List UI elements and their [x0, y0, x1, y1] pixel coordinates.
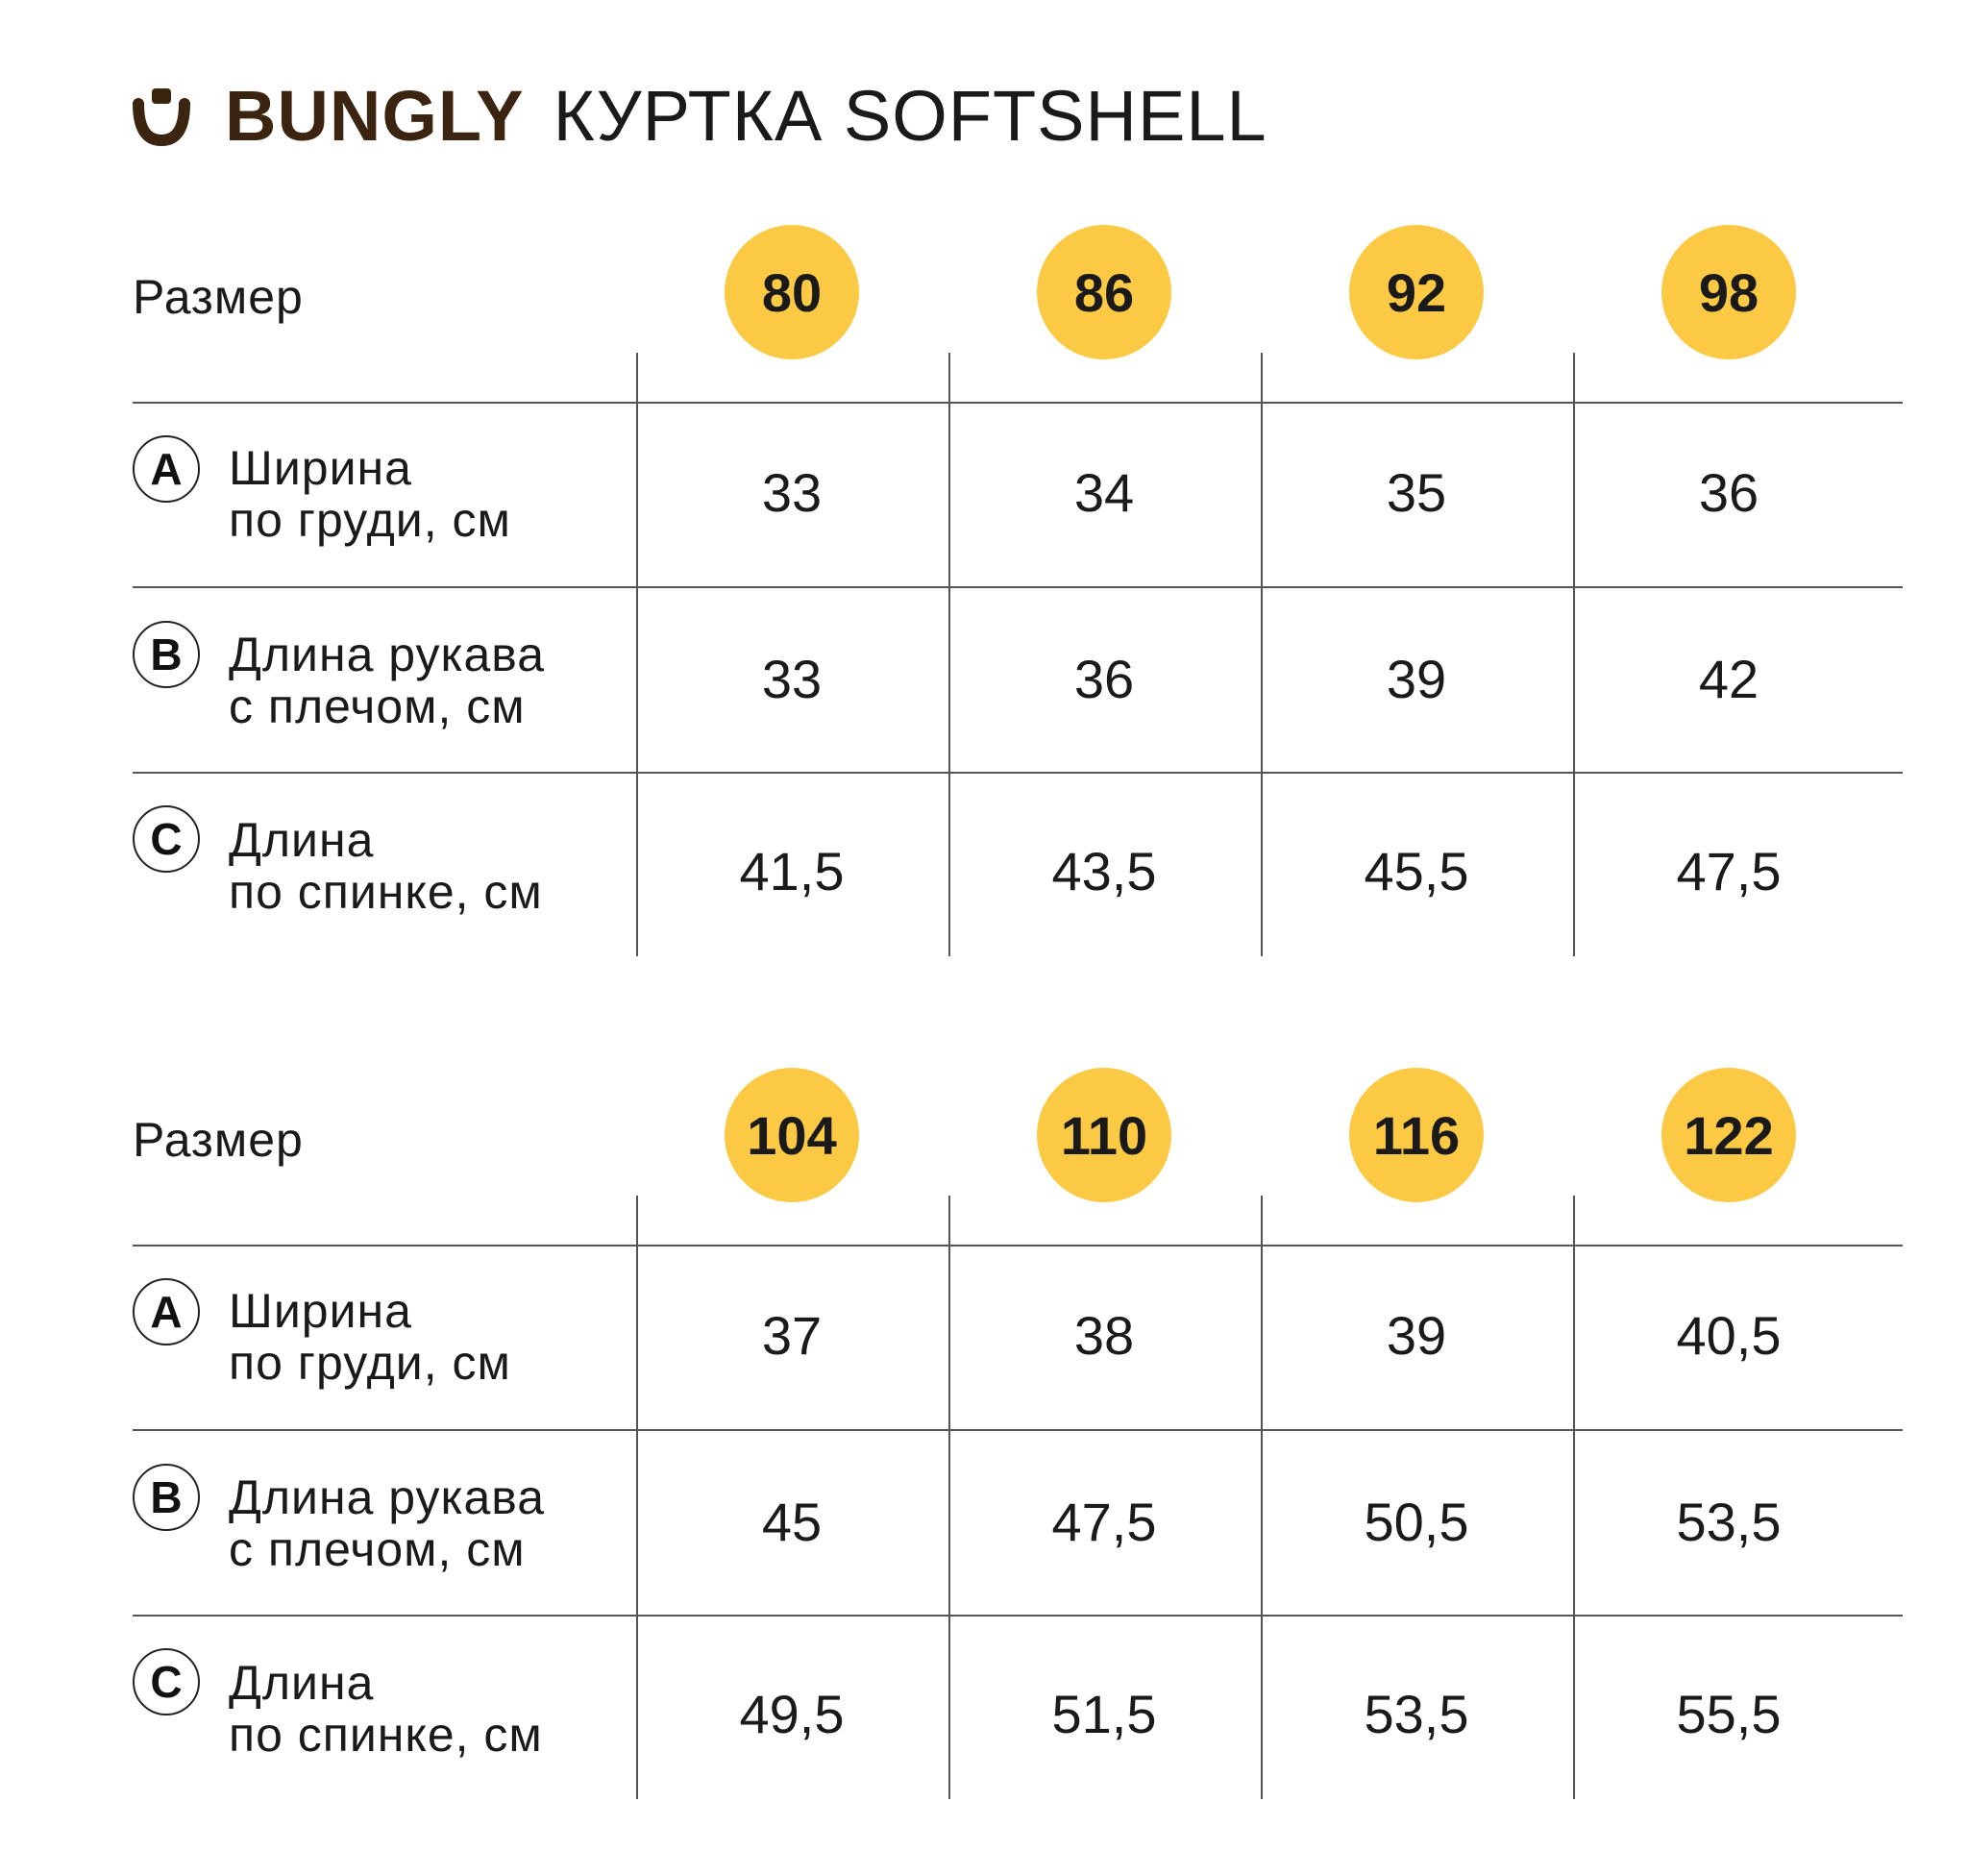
row-label: Длина рукава с плечом, см [229, 1470, 546, 1576]
row-label: Длина по спинке, см [229, 813, 543, 919]
size-table-2 [0, 843, 1968, 1762]
table-cell: 40,5 [1676, 1305, 1782, 1366]
row-divider [133, 1615, 1903, 1617]
size-badge: 92 [1349, 225, 1484, 359]
size-badge: 116 [1349, 1068, 1484, 1202]
size-table-1 [0, 0, 1968, 919]
table-cell: 51,5 [1051, 1684, 1157, 1744]
table-cell: 36 [1698, 462, 1759, 523]
row-marker-b: B [133, 1464, 200, 1531]
size-label: Размер [133, 270, 304, 324]
size-badge: 110 [1037, 1068, 1171, 1202]
table-cell: 53,5 [1364, 1684, 1469, 1744]
table-cell: 35 [1386, 462, 1447, 523]
table-cell: 50,5 [1364, 1492, 1469, 1552]
size-badge: 122 [1661, 1068, 1796, 1202]
row-divider [133, 1429, 1903, 1431]
table-cell: 37 [761, 1305, 823, 1366]
row-marker-a: A [133, 1278, 200, 1345]
product-title: КУРТКА SOFTSHELL [553, 75, 1267, 156]
size-badge: 98 [1661, 225, 1796, 359]
row-divider [133, 772, 1903, 774]
row-marker-b: B [133, 621, 200, 688]
row-label: Ширина по груди, см [229, 1284, 511, 1390]
row-label: Длина по спинке, см [229, 1656, 543, 1762]
brand-name: BUNGLY [225, 75, 525, 156]
table-cell: 33 [761, 649, 823, 709]
table-cell: 47,5 [1051, 1492, 1157, 1552]
table-cell: 36 [1073, 649, 1135, 709]
row-divider [133, 402, 1903, 404]
size-badge: 80 [725, 225, 859, 359]
size-badge: 104 [725, 1068, 859, 1202]
table-cell: 45,5 [1364, 841, 1469, 901]
table-cell: 41,5 [739, 841, 845, 901]
table-cell: 33 [761, 462, 823, 523]
table-cell: 39 [1386, 649, 1447, 709]
table-cell: 42 [1698, 649, 1759, 709]
table-cell: 47,5 [1676, 841, 1782, 901]
table-cell: 34 [1073, 462, 1135, 523]
table-cell: 45 [761, 1492, 823, 1552]
size-badge: 86 [1037, 225, 1171, 359]
table-cell: 49,5 [739, 1684, 845, 1744]
table-cell: 38 [1073, 1305, 1135, 1366]
table-cell: 43,5 [1051, 841, 1157, 901]
size-label: Размер [133, 1113, 304, 1167]
row-label: Ширина по груди, см [229, 441, 511, 547]
row-divider [133, 586, 1903, 588]
table-cell: 53,5 [1676, 1492, 1782, 1552]
row-label: Длина рукава с плечом, см [229, 628, 546, 733]
row-marker-c: C [133, 1648, 200, 1716]
row-marker-c: C [133, 805, 200, 873]
table-cell: 39 [1386, 1305, 1447, 1366]
table-cell: 55,5 [1676, 1684, 1782, 1744]
row-marker-a: A [133, 435, 200, 503]
row-divider [133, 1245, 1903, 1247]
